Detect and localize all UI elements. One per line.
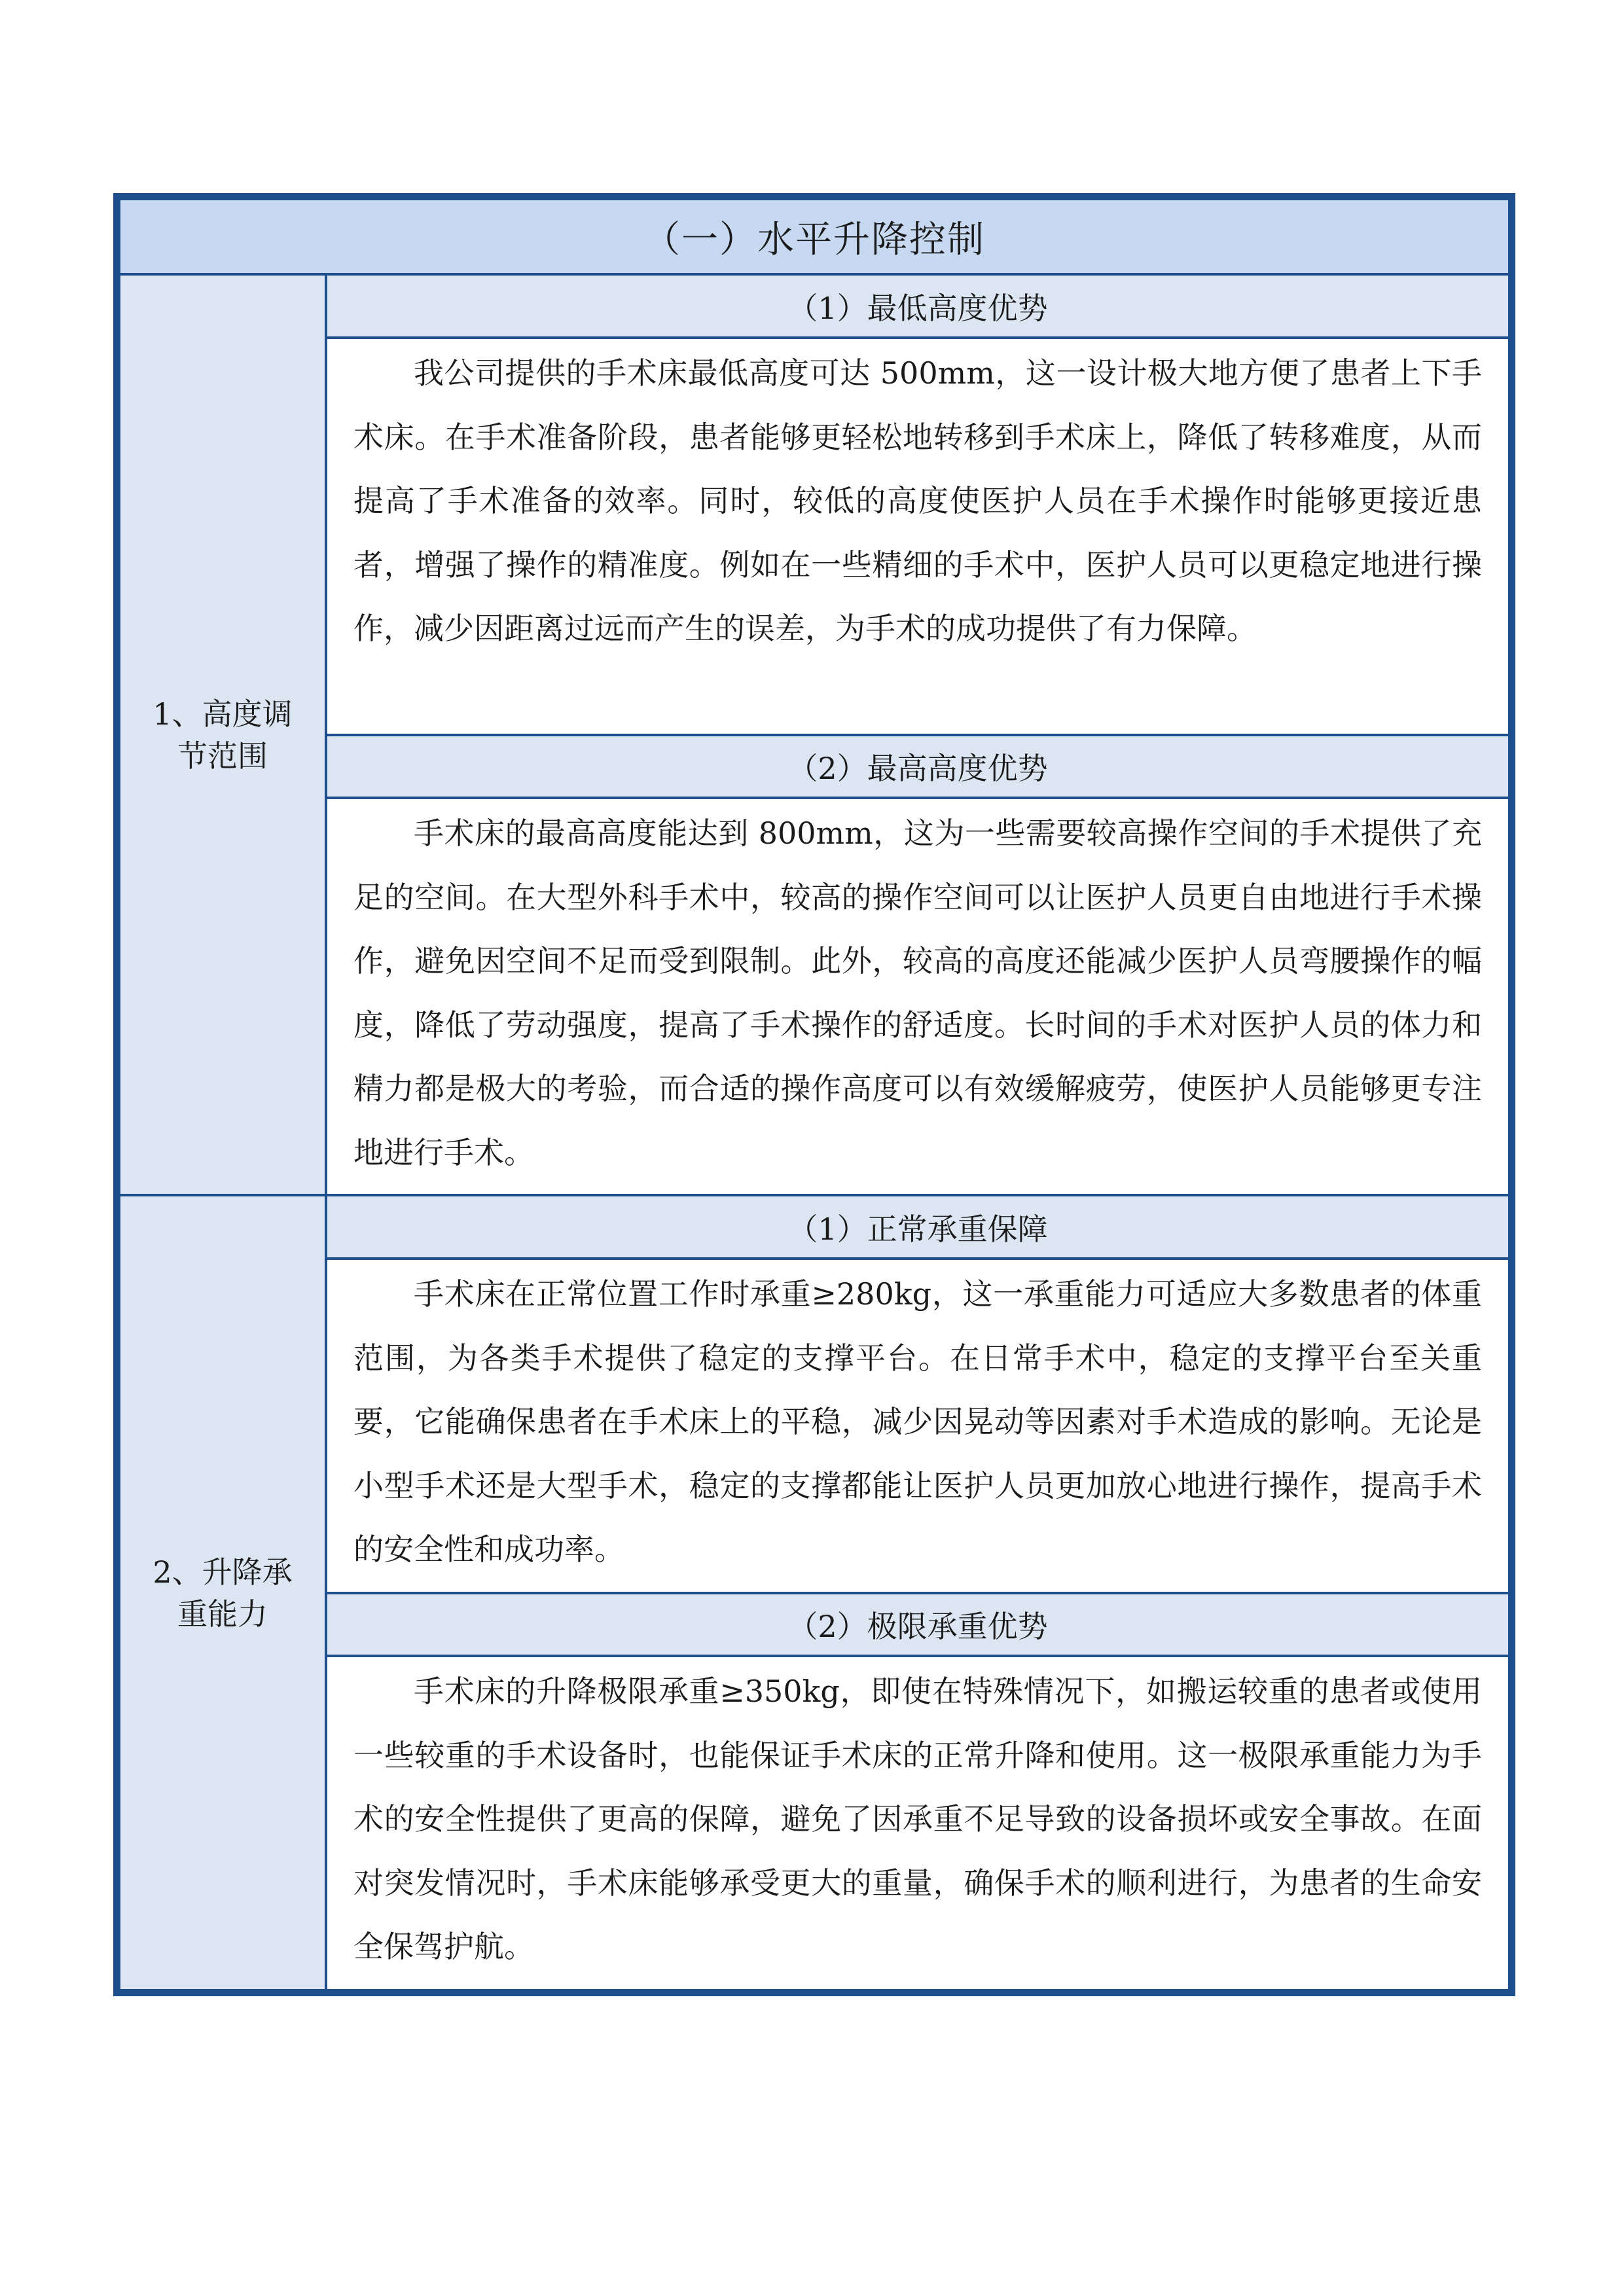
table-row	[119, 1195, 1509, 1259]
table-row	[119, 798, 1509, 1195]
row-label-text: 2、升降承重能力	[153, 1554, 293, 1632]
subtitle-min-height: （1）最低高度优势	[326, 274, 1509, 338]
paragraph-normal-load: 手术床在正常位置工作时承重≥280kg，这一承重能力可适应大多数患者的体重范围，为各类手术提供了稳定的支撑平台。在日常手术中，稳定的支撑平台至关重要，它能确保患者在手术床上的平稳，减少因晃动等因素对手术造成的影响。无论是小型手术还是大型手术，稳定的支撑都能让医护人员更加放心地进行操作，提高手术的安全性和成功率。	[326, 1259, 1509, 1593]
row-label-height-range	[119, 274, 326, 1195]
subtitle-max-load: （2）极限承重优势	[326, 1593, 1509, 1656]
table-row	[119, 1593, 1509, 1656]
spec-table	[118, 198, 1511, 1992]
row-label-text: 1、高度调节范围	[153, 696, 293, 774]
section-header-row	[119, 199, 1509, 274]
table-row	[119, 1656, 1509, 1990]
table-row	[119, 274, 1509, 338]
table-row	[119, 735, 1509, 798]
row-label-load-capacity	[119, 1195, 326, 1990]
table-row	[119, 1259, 1509, 1593]
subtitle-max-height: （2）最高高度优势	[326, 735, 1509, 798]
subtitle-normal-load: （1）正常承重保障	[326, 1195, 1509, 1259]
paragraph-min-height: 我公司提供的手术床最低高度可达 500mm，这一设计极大地方便了患者上下手术床。在手术准备阶段，患者能够更轻松地转移到手术床上，降低了转移难度，从而提高了手术准备的效率。同时，较低的高度使医护人员在手术操作时能够更接近患者，增强了操作的精准度。例如在一些精细的手术中，医护人员可以更稳定地进行操作，减少因距离过远而产生的误差，为手术的成功提供了有力保障。	[326, 338, 1509, 735]
table-row	[119, 338, 1509, 735]
section-title: （一）水平升降控制	[119, 199, 1509, 274]
paragraph-max-load: 手术床的升降极限承重≥350kg，即使在特殊情况下，如搬运较重的患者或使用一些较重的手术设备时，也能保证手术床的正常升降和使用。这一极限承重能力为手术的安全性提供了更高的保障，避免了因承重不足导致的设备损坏或安全事故。在面对突发情况时，手术床能够承受更大的重量，确保手术的顺利进行，为患者的生命安全保驾护航。	[326, 1656, 1509, 1990]
paragraph-max-height: 手术床的最高高度能达到 800mm，这为一些需要较高操作空间的手术提供了充足的空间。在大型外科手术中，较高的操作空间可以让医护人员更自由地进行手术操作，避免因空间不足而受到限制。此外，较高的高度还能减少医护人员弯腰操作的幅度，降低了劳动强度，提高了手术操作的舒适度。长时间的手术对医护人员的体力和精力都是极大的考验，而合适的操作高度可以有效缓解疲劳，使医护人员能够更专注地进行手术。	[326, 798, 1509, 1195]
